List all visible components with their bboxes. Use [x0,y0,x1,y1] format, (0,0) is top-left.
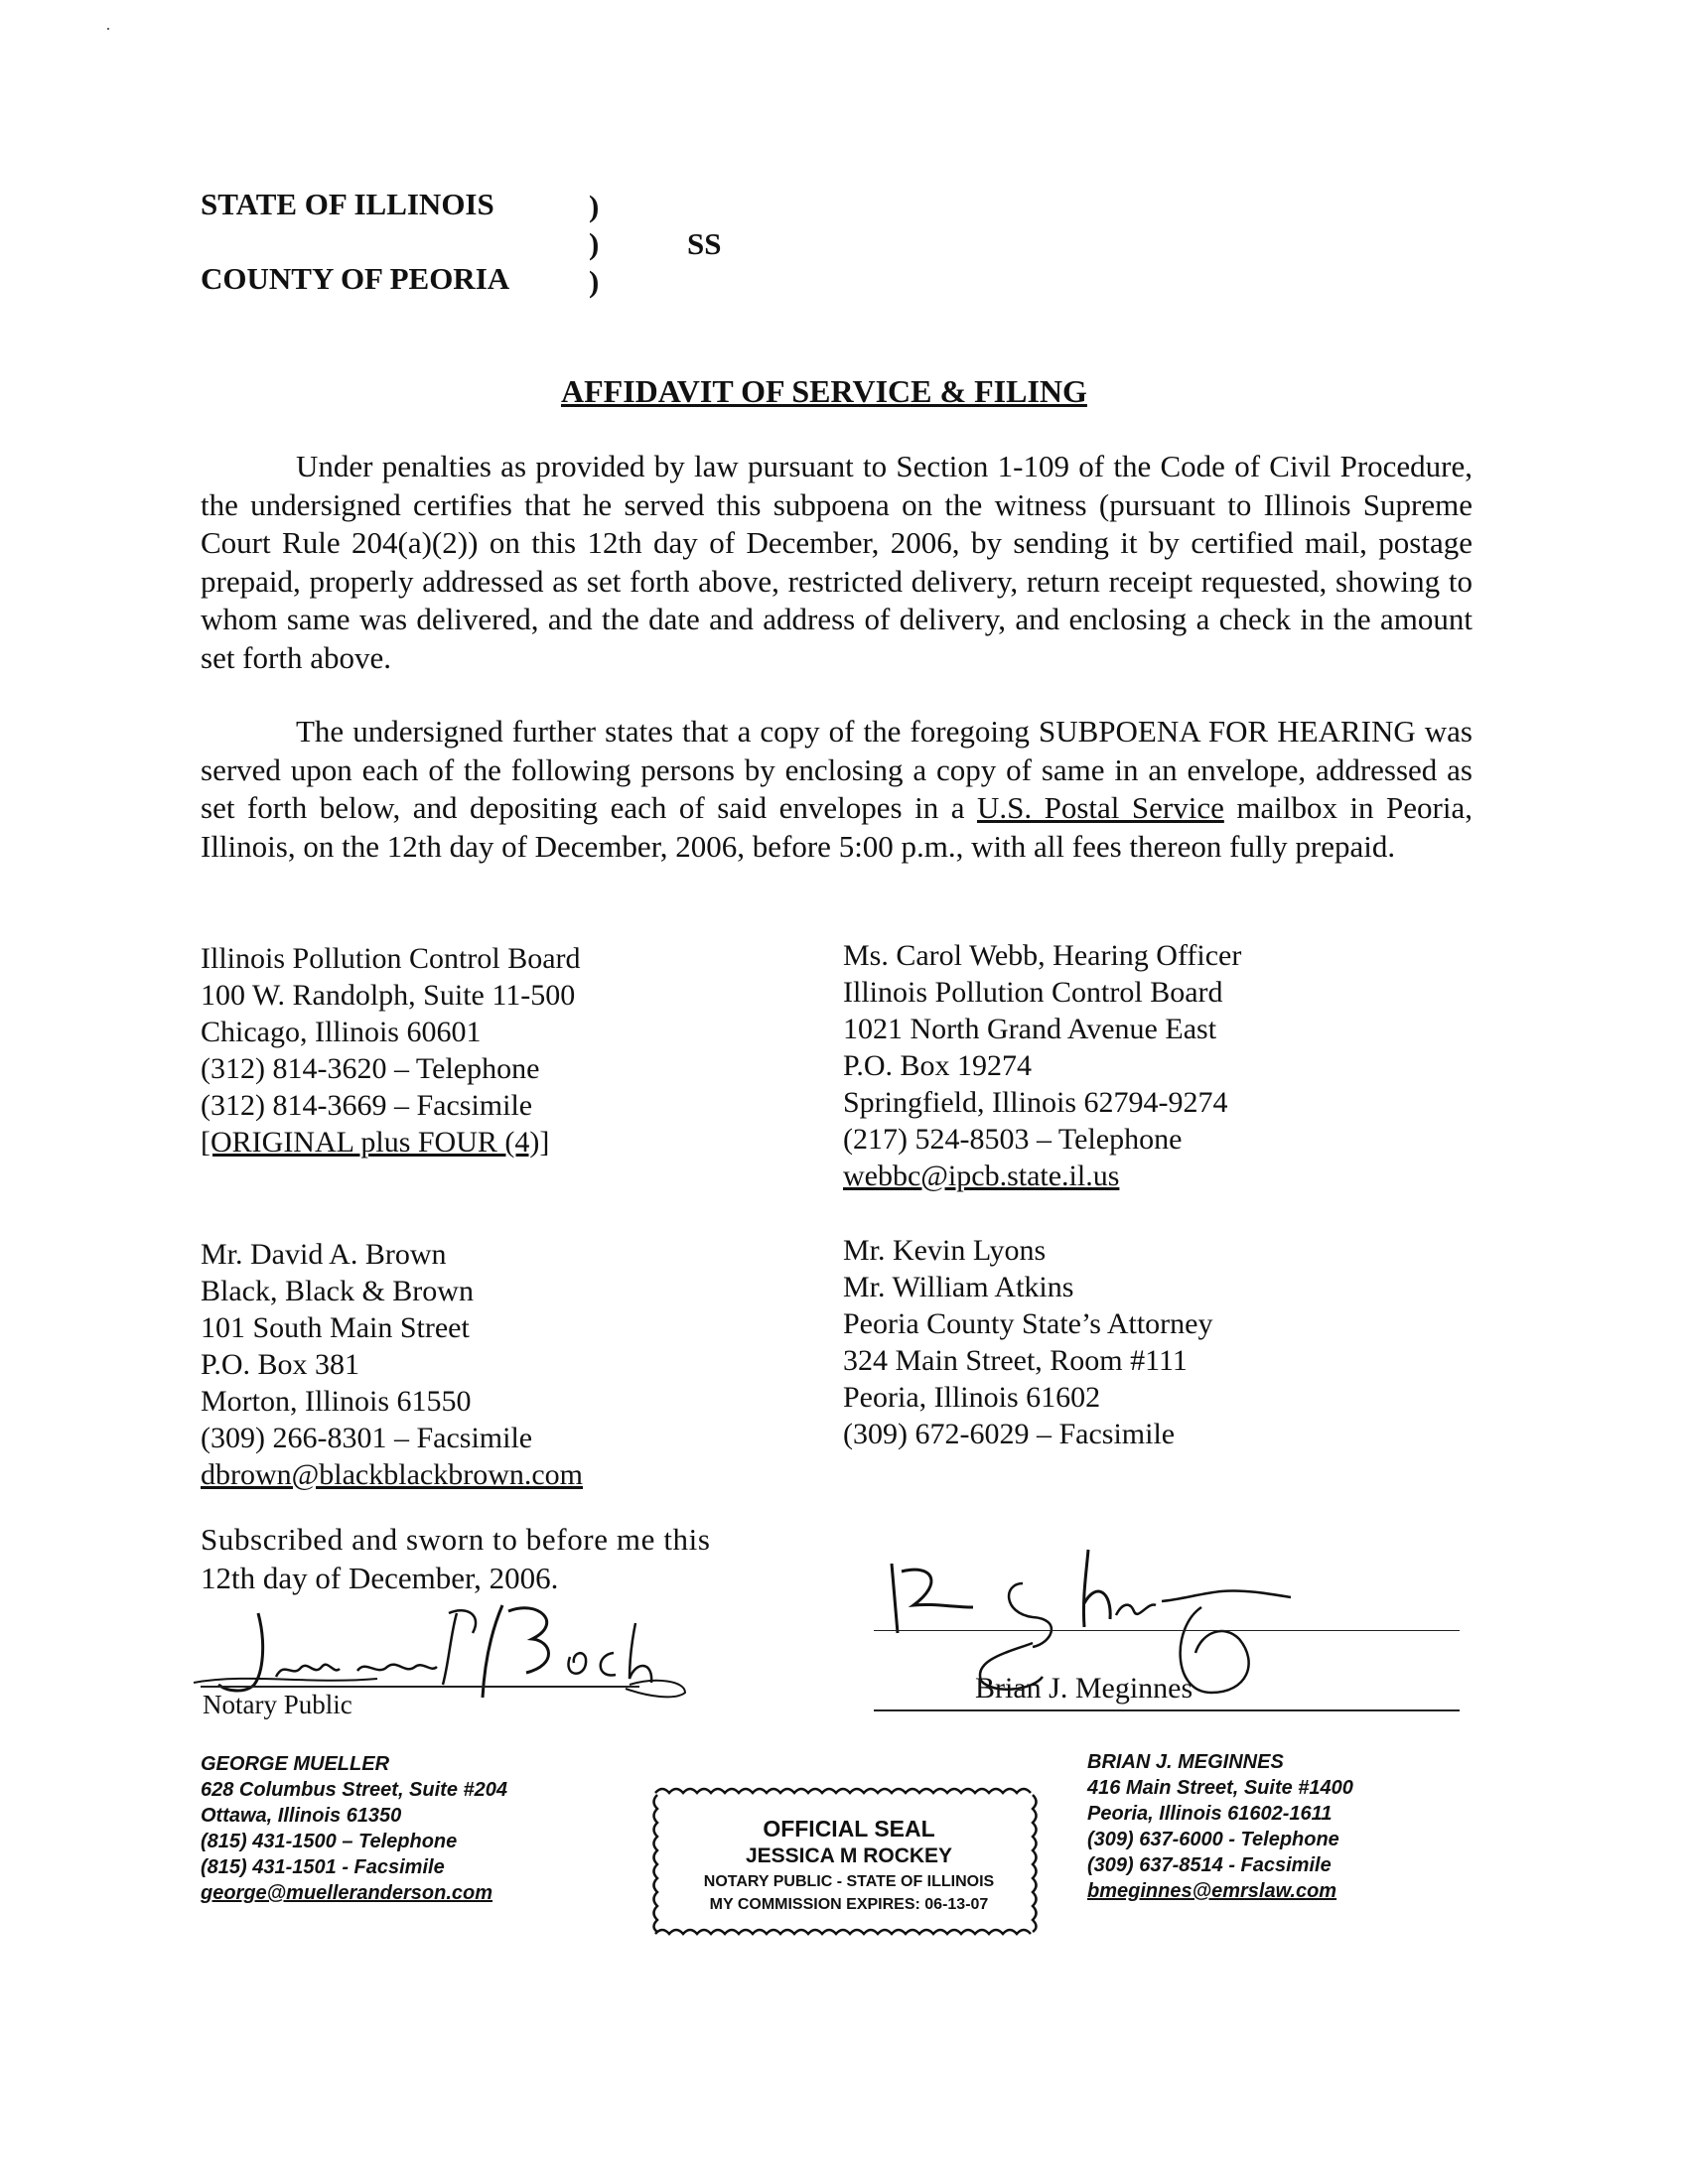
footer-line: Ottawa, Illinois 61350 [201,1805,402,1827]
paragraph-mailing-before: The undersigned further states that a copy of the foregoing SUBPOENA FOR HEARING was served upon each of the following persons by enclosing a copy of same in an envelope, addressed as set forth below, and depositing each of said envelopes in a [201,714,1473,825]
seal-expiration: MY COMMISSION EXPIRES: 06-13-07 [709,1896,989,1913]
document-title: AFFIDAVIT OF SERVICE & FILING [561,373,1087,409]
address-line: Peoria County State’s Attorney [843,1307,1213,1340]
paragraph-mailing [201,713,1473,866]
address-line: Mr. David A. Brown [201,1238,447,1271]
address-line: Mr. Kevin Lyons [843,1234,1047,1267]
notary-public-label: Notary Public [203,1690,352,1719]
jurat-line-1: Subscribed and sworn to before me this [201,1522,711,1557]
paragraph-mailing-after: mailbox in Peoria, Illinois, on the 12th day of December, 2006, before 5:00 p.m., with all fees thereon fully prepaid. [201,790,1473,864]
footer-line: (309) 637-8514 - Facsimile [1087,1854,1332,1876]
address-line: 101 South Main Street [201,1311,470,1344]
signer-upper-rule [874,1630,1460,1631]
seal-jurisdiction: NOTARY PUBLIC - STATE OF ILLINOIS [703,1873,995,1890]
notary-signature-line [201,1686,639,1688]
address-line: Chicago, Illinois 60601 [201,1016,482,1048]
paragraph-service [201,448,1473,677]
paragraph-service-text: Under penalties as provided by law pursuant to Section 1-109 of the Code of Civil Procedure, the undersigned certifies that he served this subpoena on the witness (pursuant to Illinois Supreme Court Rule 204(a)(2)) on this 12th day of December, 2006, by sending it by certified mail, postage prepaid, properly addressed as set forth above, restricted delivery, return receipt requested, showing to whom same was delivered, and the date and address of delivery, and enclosing a check in the amount set forth above. [201,449,1473,675]
seal-title: OFFICIAL SEAL [763,1816,935,1842]
jurat [201,1520,711,1597]
address-line: 1021 North Grand Avenue East [843,1013,1217,1045]
address-brown [201,1236,583,1493]
copies-note: [ORIGINAL plus FOUR (4)] [201,1126,550,1159]
caption-county: COUNTY OF PEORIA [201,261,510,296]
address-line: Springfield, Illinois 62794-9274 [843,1086,1228,1119]
footer-attorney-meginnes [1087,1749,1353,1904]
postal-service-underlined: U.S. Postal Service [976,790,1224,825]
signer-name: Brian J. Meginnes [975,1672,1193,1705]
jurat-line-2: 12th day of December, 2006. [201,1561,559,1595]
address-line: P.O. Box 381 [201,1348,360,1381]
address-line: (217) 524-8503 – Telephone [843,1123,1183,1156]
address-line: Illinois Pollution Control Board [201,942,581,975]
footer-line: GEORGE MUELLER [201,1753,390,1775]
address-line: (312) 814-3620 – Telephone [201,1052,540,1085]
footer-line: (309) 637-6000 - Telephone [1087,1829,1339,1850]
address-line: (309) 672-6029 – Facsimile [843,1418,1176,1450]
address-hearing-officer [843,937,1241,1194]
caption-paren-2: ) [589,226,600,261]
caption-ss: SS [687,226,722,261]
address-line: Mr. William Atkins [843,1271,1074,1303]
signer-signature-line [874,1709,1460,1711]
address-states-attorney [843,1232,1212,1452]
caption-paren-1: ) [589,189,600,223]
address-line: 100 W. Randolph, Suite 11-500 [201,979,576,1012]
address-line: Peoria, Illinois 61602 [843,1381,1101,1414]
caption-state: STATE OF ILLINOIS [201,187,494,221]
address-line: (309) 266-8301 – Facsimile [201,1422,533,1454]
address-line: Illinois Pollution Control Board [843,976,1223,1009]
address-line: Morton, Illinois 61550 [201,1385,472,1418]
address-line: P.O. Box 19274 [843,1049,1033,1082]
footer-line: (815) 431-1501 - Facsimile [201,1856,445,1878]
footer-email-link[interactable]: george@muelleranderson.com [201,1882,493,1904]
footer-email-link[interactable]: bmeginnes@emrslaw.com [1087,1880,1337,1902]
address-ipcb [201,940,581,1160]
caption-paren-3: ) [589,264,600,299]
footer-line: 628 Columbus Street, Suite #204 [201,1779,508,1801]
email-link[interactable]: dbrown@blackblackbrown.com [201,1458,584,1491]
footer-line: (815) 431-1500 – Telephone [201,1831,458,1852]
footer-attorney-mueller [201,1751,507,1906]
stray-dot [107,28,109,30]
notary-seal [675,1815,1023,1916]
footer-line: BRIAN J. MEGINNES [1087,1751,1284,1773]
footer-line: Peoria, Illinois 61602-1611 [1087,1803,1333,1825]
seal-notary-name: JESSICA M ROCKEY [745,1844,953,1867]
address-line: 324 Main Street, Room #111 [843,1344,1188,1377]
address-line: Black, Black & Brown [201,1275,474,1307]
address-line: Ms. Carol Webb, Hearing Officer [843,939,1242,972]
address-line: (312) 814-3669 – Facsimile [201,1089,533,1122]
email-link[interactable]: webbc@ipcb.state.il.us [843,1160,1120,1192]
footer-line: 416 Main Street, Suite #1400 [1087,1777,1353,1799]
